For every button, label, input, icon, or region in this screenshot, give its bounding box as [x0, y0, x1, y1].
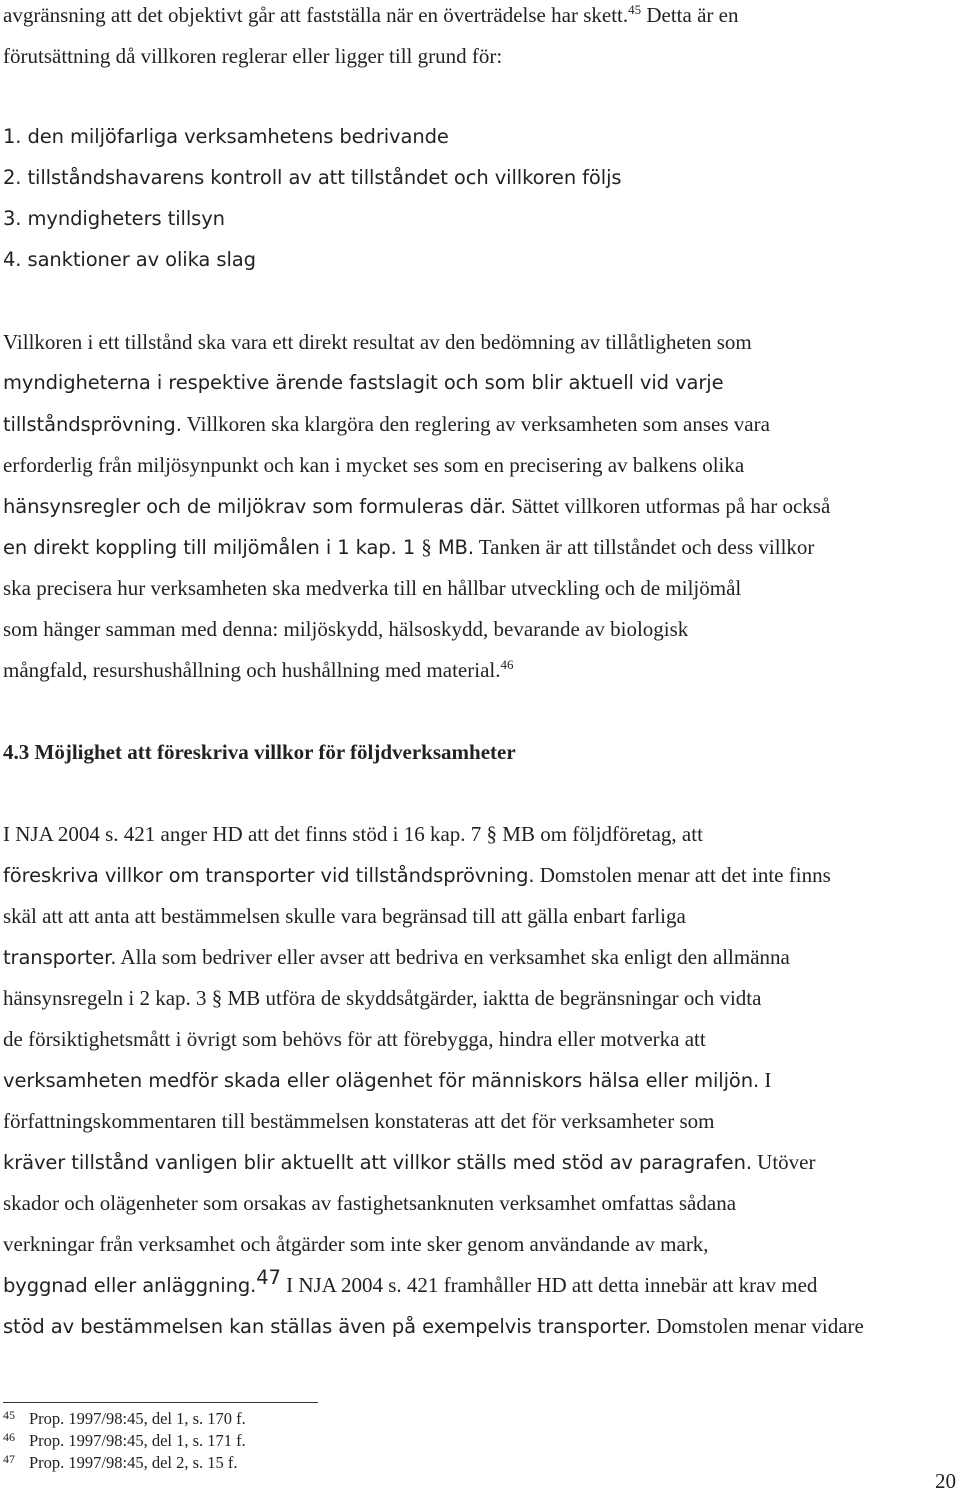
body-text: avgränsning att det objektivt går att fastställa när en överträdelse har skett.: [3, 3, 629, 27]
body-text: transporter.: [3, 946, 117, 969]
body-text: I NJA 2004 s. 421 anger HD att det finns stöd i 16 kap. 7: [3, 822, 487, 846]
body-text: mångfald, resurshushållning och hushållning med material.: [3, 658, 501, 682]
body-text: föreskriva villkor om transporter vid tillståndsprövning.: [3, 864, 535, 887]
body-text: MB.: [431, 536, 474, 559]
section-sign: §: [486, 822, 498, 846]
footnote-text: Prop. 1997/98:45, del 1, s. 171 f.: [29, 1431, 246, 1450]
body-line: ska precisera hur verksamheten ska medverka till en hållbar utveckling och de miljömål: [3, 576, 742, 600]
body-line: [3, 1266, 818, 1300]
footnote-text: Prop. 1997/98:45, del 2, s. 15 f.: [29, 1453, 238, 1472]
footnote-ref[interactable]: 45: [628, 2, 642, 17]
body-text: Tanken är att tillståndet och dess villkor: [473, 535, 815, 559]
footnote-number: 47: [3, 1452, 15, 1466]
body-text: stöd av bestämmelsen kan ställas även på exempelvis transporter.: [3, 1315, 651, 1338]
body-text: byggnad eller anläggning.: [3, 1274, 257, 1297]
footnote-number: 45: [3, 1408, 15, 1422]
body-text: en direkt koppling till miljömålen i 1 kap. 1: [3, 536, 422, 559]
body-text: kräver tillstånd vanligen blir aktuellt att villkor ställs med stöd av paragrafen.: [3, 1151, 752, 1174]
list-item: 3. myndigheters tillsyn: [3, 207, 225, 230]
list-item: 4. sanktioner av olika slag: [3, 248, 256, 271]
footnote: [3, 1427, 246, 1451]
body-line: [3, 410, 770, 439]
body-line: förutsättning då villkoren reglerar eller ligger till grund för:: [3, 44, 503, 68]
section-sign: §: [211, 986, 223, 1010]
body-text: verksamheten medför skada eller olägenhet för människors hälsa eller miljön.: [3, 1069, 760, 1092]
body-text: Alla som bedriver eller avser att bedriva en verksamhet ska enligt den allmänna: [116, 945, 790, 969]
body-line: [3, 943, 790, 972]
body-line: [3, 1148, 816, 1177]
body-line: [3, 533, 814, 562]
body-text: MB om följdföretag, att: [497, 822, 703, 846]
body-text: hänsynsregeln i 2 kap. 3: [3, 986, 212, 1010]
body-text: Domstolen menar att det inte finns: [534, 863, 831, 887]
body-text: tillståndsprövning.: [3, 413, 182, 436]
footnote-ref[interactable]: 46: [500, 657, 514, 672]
page-number: 20: [935, 1469, 956, 1493]
body-line: [3, 492, 830, 521]
body-line: skador och olägenheter som orsakas av fastighetsanknuten verksamhet omfattas sådana: [3, 1191, 737, 1215]
body-line: verkningar från verksamhet och åtgärder som inte sker genom användande av mark,: [3, 1232, 709, 1256]
section-sign: §: [421, 535, 432, 559]
body-text: I NJA 2004 s. 421 framhåller HD att detta innebär att krav med: [280, 1273, 818, 1297]
body-text: Detta är en: [641, 3, 739, 27]
body-line: skäl att att anta att bestämmelsen skulle vara begränsad till att gälla enbart farliga: [3, 904, 686, 928]
body-line: [3, 984, 761, 1012]
footnote-text: Prop. 1997/98:45, del 1, s. 170 f.: [29, 1409, 246, 1428]
body-line: erforderlig från miljösynpunkt och kan i mycket ses som en precisering av balkens olika: [3, 453, 745, 477]
footnote-ref[interactable]: 47: [256, 1266, 281, 1289]
body-text: Domstolen menar vidare: [651, 1314, 864, 1338]
body-line: [3, 1, 738, 29]
footnote-number: 46: [3, 1430, 15, 1444]
body-line: Villkoren i ett tillstånd ska vara ett direkt resultat av den bedömning av tillåtligheten som: [3, 330, 752, 354]
body-text: hänsynsregler och de miljökrav som formuleras där.: [3, 495, 507, 518]
section-heading: 4.3 Möjlighet att föreskriva villkor för följdverksamheter: [3, 740, 516, 764]
footnote: [3, 1449, 238, 1473]
body-text: MB utföra de skyddsåtgärder, iaktta de begränsningar och vidta: [222, 986, 762, 1010]
list-item: 1. den miljöfarliga verksamhetens bedrivande: [3, 125, 449, 148]
footnote: [3, 1405, 246, 1429]
body-line: [3, 656, 513, 684]
body-text: Villkoren ska klargöra den reglering av verksamheten som anses vara: [181, 412, 770, 436]
body-line: [3, 1066, 771, 1095]
body-line: författningskommentaren till bestämmelsen konstateras att det för verksamheter som: [3, 1109, 715, 1133]
list-item: 2. tillståndshavarens kontroll av att tillståndet och villkoren följs: [3, 166, 622, 189]
body-text: Sättet villkoren utformas på har också: [506, 494, 831, 518]
body-text: Utöver: [751, 1150, 816, 1174]
body-text: I: [759, 1068, 772, 1092]
body-line: de försiktighetsmått i övrigt som behövs för att förebygga, hindra eller motverka att: [3, 1027, 706, 1051]
body-line: [3, 861, 831, 890]
body-line: [3, 820, 703, 848]
body-line: som hänger samman med denna: miljöskydd, hälsoskydd, bevarande av biologisk: [3, 617, 689, 641]
footnote-divider: [3, 1402, 318, 1403]
body-line: myndigheterna i respektive ärende fastslagit och som blir aktuell vid varje: [3, 371, 724, 394]
body-line: [3, 1312, 864, 1341]
